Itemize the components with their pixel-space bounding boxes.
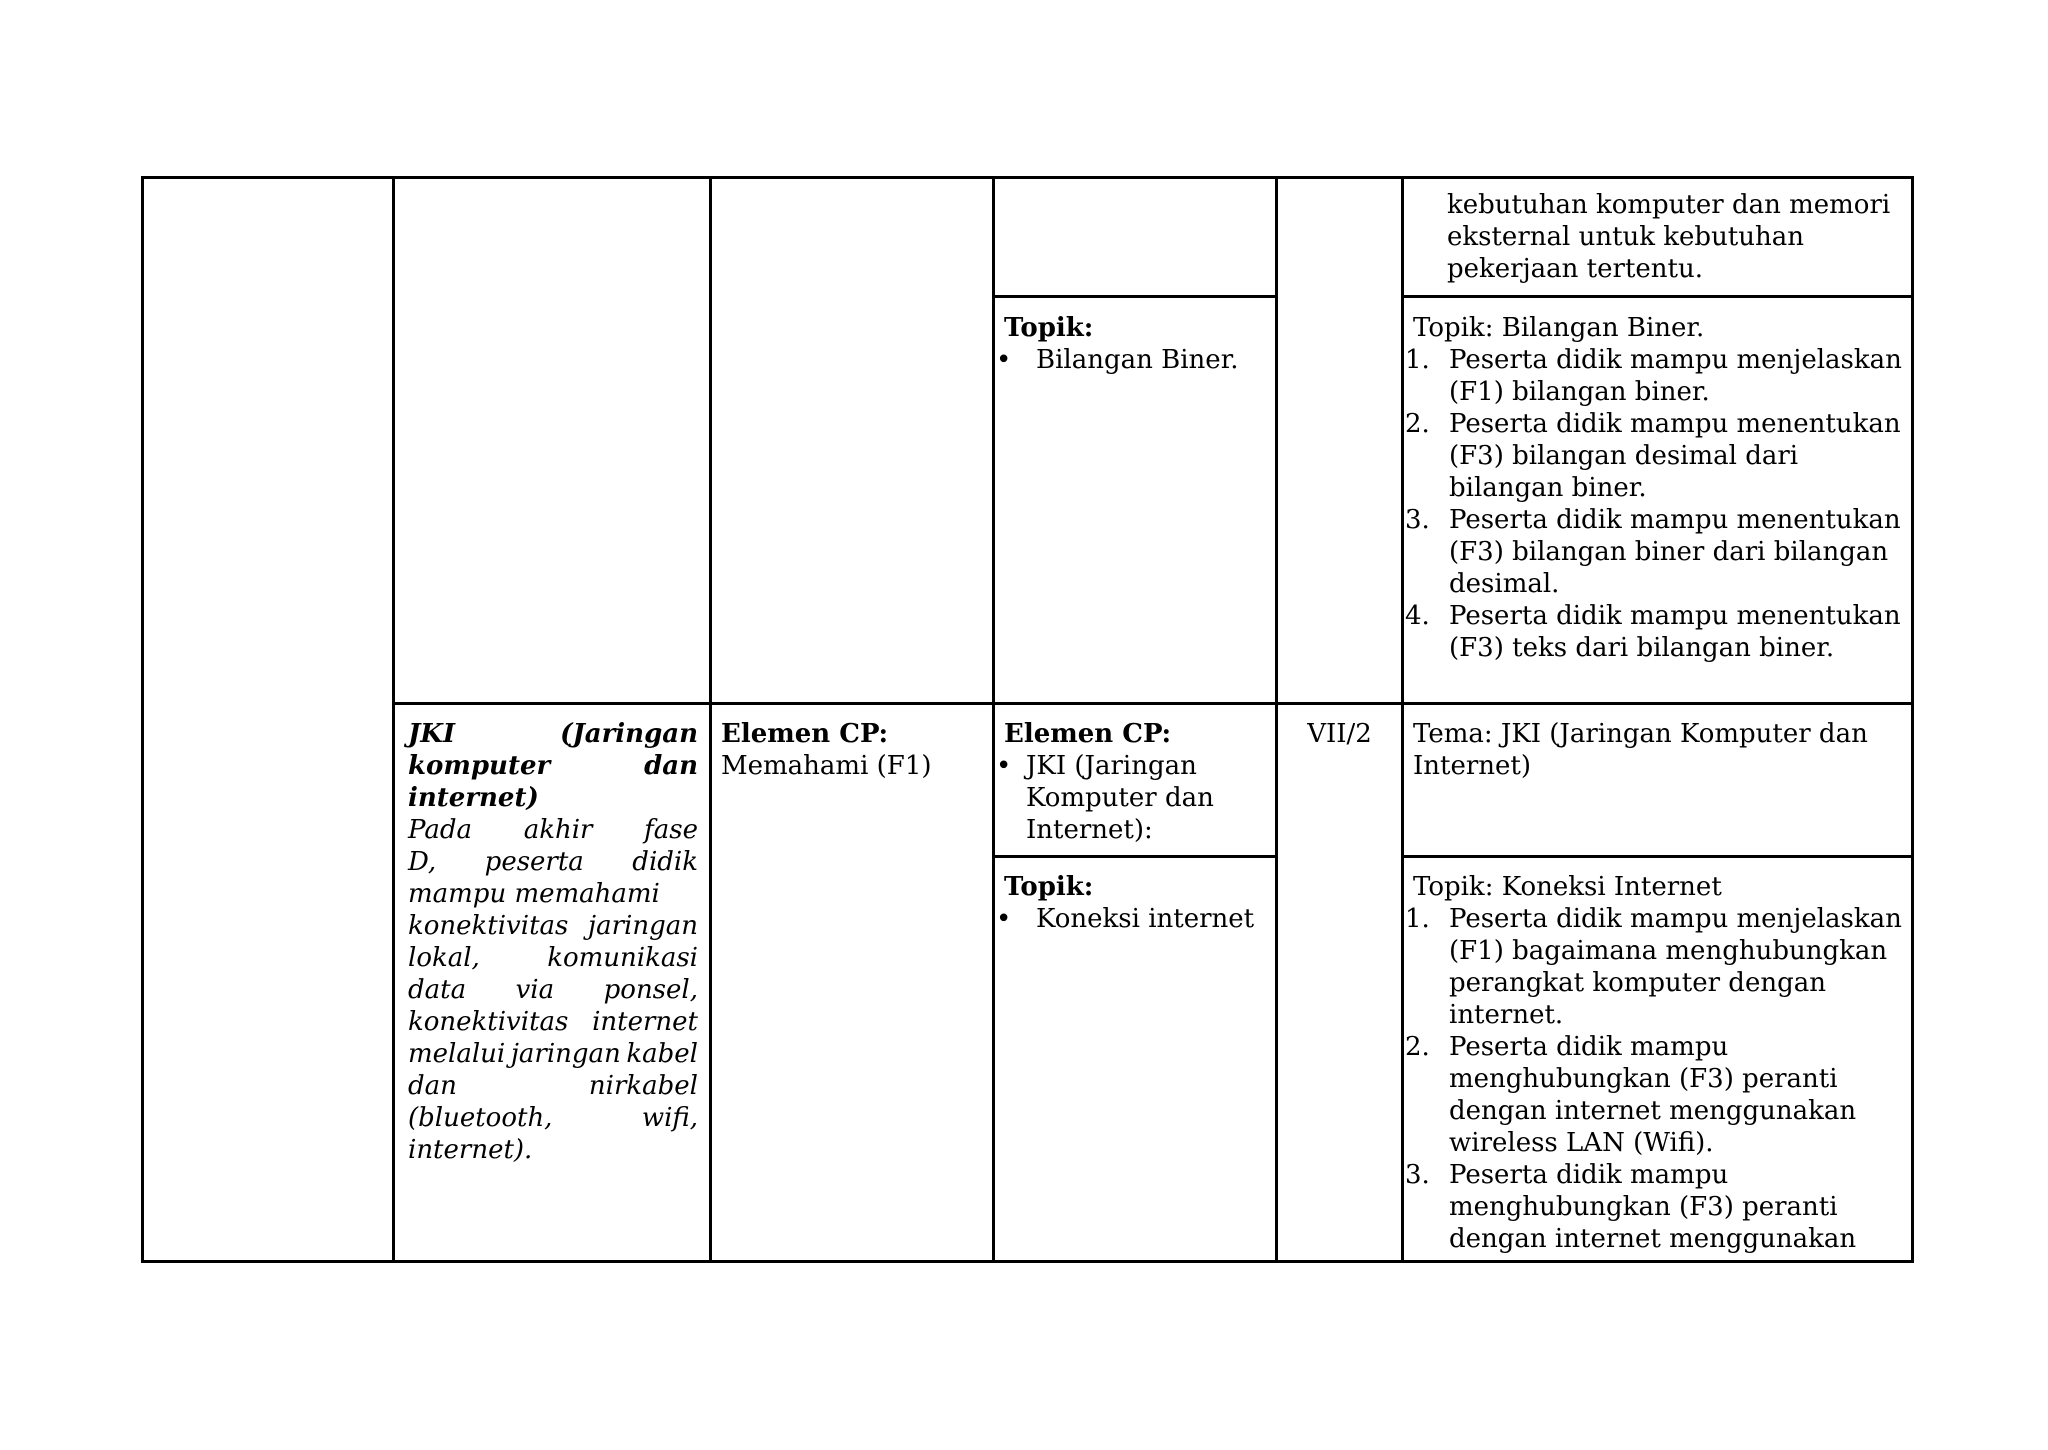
topik-cell-1 — [996, 312, 1268, 376]
kelas-cell — [1278, 718, 1401, 750]
row-divider-main — [392, 702, 1914, 705]
list-item: 3. Peserta didik mampu menentukan (F3) bilangan biner dari bilangan desimal. — [1405, 505, 1901, 599]
list-item: 2. Peserta didik mampu menentukan (F3) bilangan desimal dari bilangan biner. — [1405, 409, 1901, 503]
table-border-bottom — [141, 1260, 1914, 1263]
table-col-divider-3 — [992, 176, 995, 1263]
topik-cell-2 — [996, 871, 1268, 935]
list-item: 3. Peserta didik mampu menghubungkan (F3) peranti dengan internet menggunakan — [1405, 1160, 1857, 1254]
table-border-right — [1911, 176, 1914, 1263]
tujuan-list — [1405, 344, 1905, 664]
row-divider-tujuan-top — [1401, 295, 1914, 298]
list-item: 2. Peserta didik mampu menghubungkan (F3) peranti dengan internet menggunakan wireless LAN (Wifi). — [1405, 1032, 1857, 1158]
elemen-description: Pada akhir fase D, peserta didik mampu memahami konektivitas jaringan lokal, komunikasi data via ponsel, konektivitas internet melalui jaringan kabel dan nirkabel (bluetooth, wifi, internet). — [408, 815, 698, 1165]
row-divider-tujuan-2 — [1401, 855, 1914, 858]
tujuan-heading: Topik: Koneksi Internet — [1413, 872, 1722, 902]
list-item: • Koneksi internet — [996, 904, 1255, 934]
elemen-title — [408, 718, 698, 814]
tujuan-continuation-cell — [1447, 189, 1902, 285]
cp-cell — [721, 718, 986, 782]
list-item: • JKI (Jaringan Komputer dan Internet): — [996, 751, 1214, 845]
cp-label: Elemen CP: — [721, 719, 889, 749]
tema-cell — [1405, 718, 1905, 782]
elemen-cell — [408, 718, 698, 1166]
list-item: 1. Peserta didik mampu menjelaskan (F1) bilangan biner. — [1405, 345, 1902, 407]
bullet-icon: • — [996, 904, 1012, 934]
topik-list — [996, 903, 1268, 935]
table-col-divider-5 — [1401, 176, 1404, 1263]
tujuan-cell-1 — [1405, 312, 1905, 664]
tujuan-list — [1405, 903, 1905, 1255]
topik-label: Topik: — [1004, 872, 1094, 902]
row-divider-topik-2 — [992, 855, 1278, 858]
materi-label: Elemen CP: — [1004, 719, 1172, 749]
row-divider-topik-top — [992, 295, 1278, 298]
materi-cell — [996, 718, 1268, 846]
tema-text: Tema: JKI (Jaringan Komputer dan Internet) — [1413, 719, 1868, 781]
bullet-icon: • — [996, 345, 1012, 375]
table-border-left — [141, 176, 144, 1263]
table-col-divider-1 — [392, 176, 395, 1263]
bullet-icon: • — [996, 751, 1012, 781]
list-item: 1. Peserta didik mampu menjelaskan (F1) bagaimana menghubungkan perangkat komputer dengan internet. — [1405, 904, 1902, 1030]
elemen-title-line: komputer dan — [408, 751, 698, 781]
tujuan-heading: Topik: Bilangan Biner. — [1413, 313, 1705, 343]
materi-list — [996, 750, 1268, 846]
topik-label: Topik: — [1004, 313, 1094, 343]
tujuan-cell-2 — [1405, 871, 1905, 1255]
list-item: • Bilangan Biner. — [996, 345, 1239, 375]
table-col-divider-2 — [709, 176, 712, 1263]
cp-value: Memahami (F1) — [721, 751, 932, 781]
tujuan-continuation-text: kebutuhan komputer dan memori eksternal untuk kebutuhan pekerjaan tertentu. — [1447, 190, 1891, 284]
kelas-value: VII/2 — [1307, 719, 1372, 749]
topik-list — [996, 344, 1268, 376]
elemen-title-line: internet) — [408, 783, 539, 813]
list-item: 4. Peserta didik mampu menentukan (F3) teks dari bilangan biner. — [1405, 601, 1901, 663]
elemen-title-line: JKI (Jaringan — [408, 719, 698, 749]
table-border-top — [141, 176, 1914, 179]
